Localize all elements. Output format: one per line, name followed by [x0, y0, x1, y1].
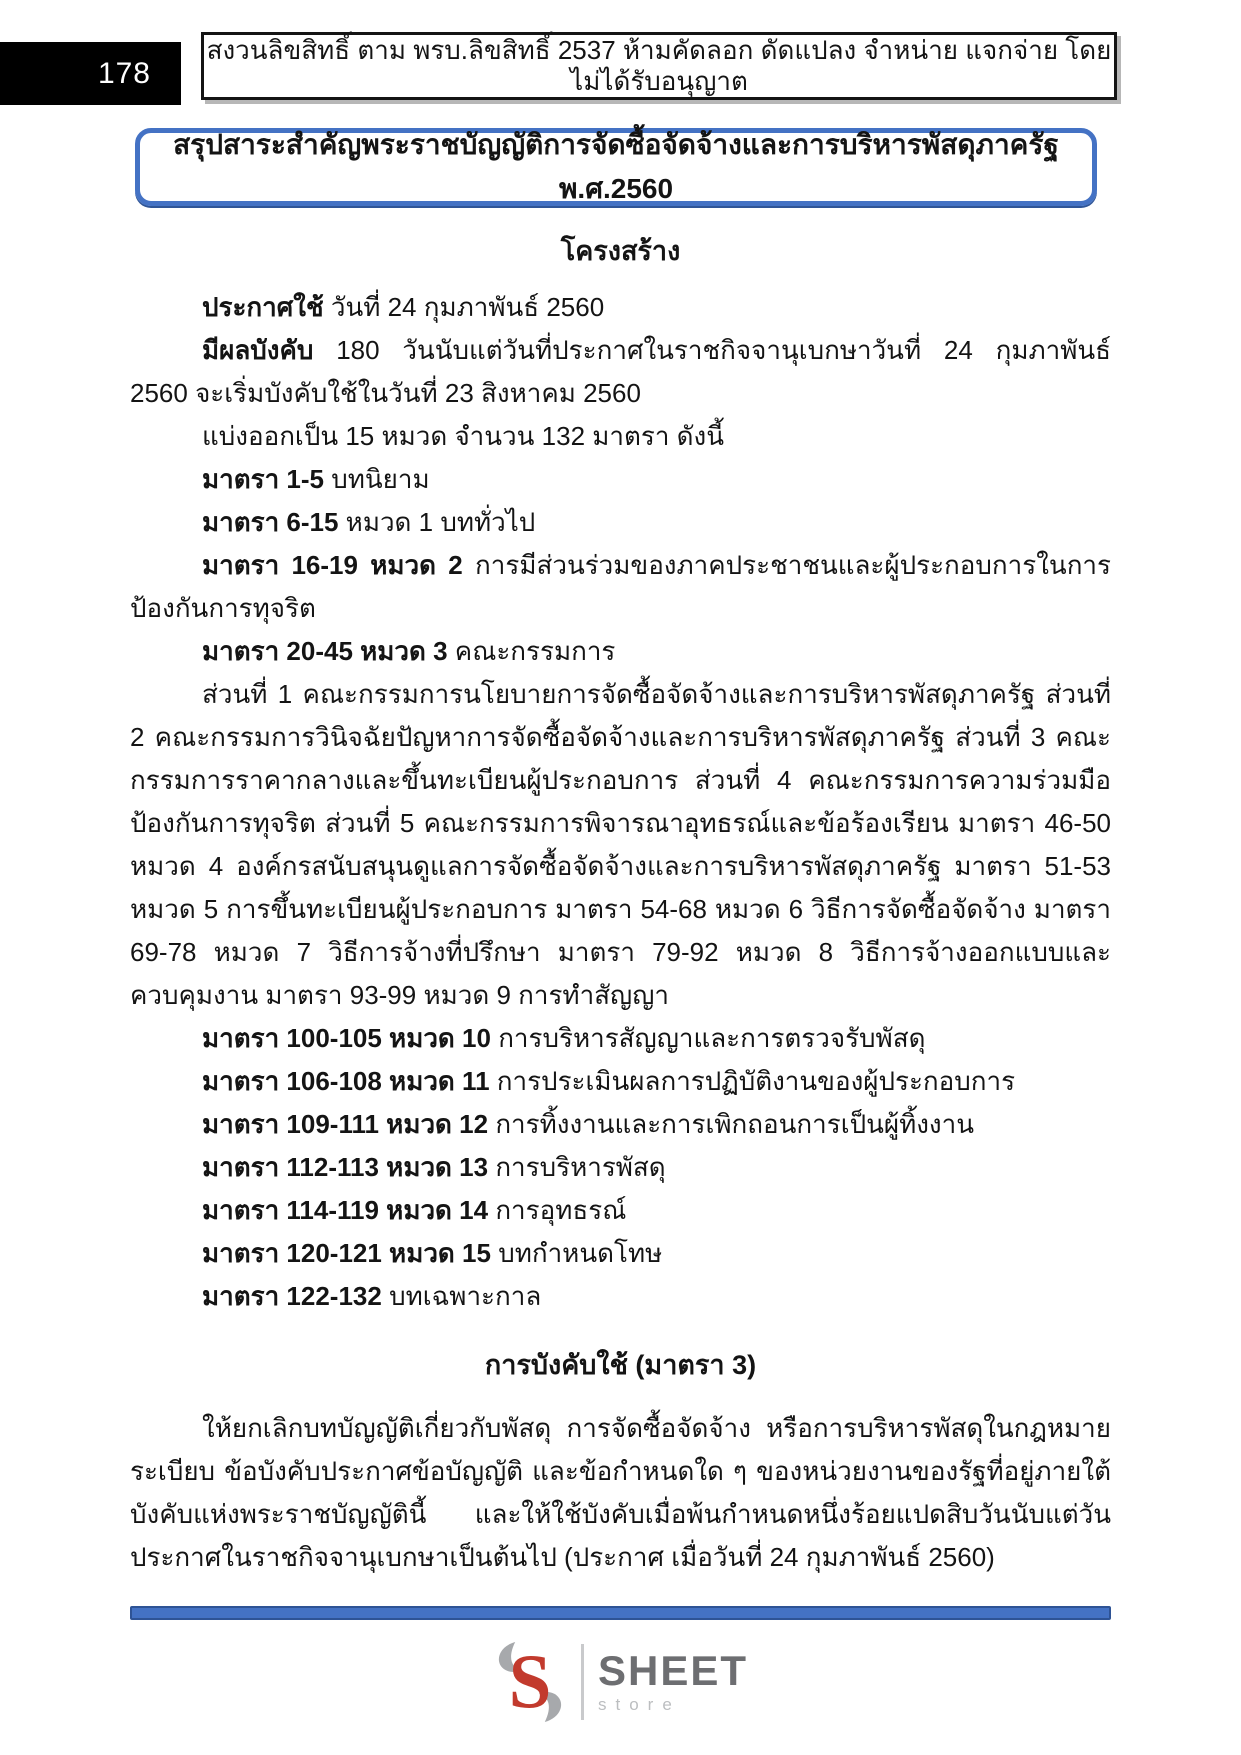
- body-paragraph: มาตรา 109-111 หมวด 12 การทิ้งงานและการเพิกถอนการเป็นผู้ทิ้งงาน: [202, 1109, 974, 1139]
- body-paragraph: ส่วนที่ 1 คณะกรรมการนโยบายการจัดซื้อจัดจ้างและการบริหารพัสดุภาครัฐ ส่วนที่ 2 คณะกรรมการวินิจฉัยปัญหาการจัดซื้อจัดจ้างและการบริหารพัสดุภาครัฐ ส่วนที่ 3 คณะกรรมการราคากลางและขึ้นทะเบียนผู้ประกอบการ ส่วนที่ 4 คณะกรรมการความร่วมมือป้องกันการทุจริต ส่วนที่ 5 คณะกรรมการพิจารณาอุทธรณ์และข้อร้องเรียน มาตรา 46-50 หมวด 4 องค์กรสนับสนุนดูแลการจัดซื้อจัดจ้างและการบริหารพัสดุภาครัฐ มาตรา 51-53 หมวด 5 การขึ้นทะเบียนผู้ประกอบการ มาตรา 54-68 หมวด 6 วิธีการจัดซื้อจัดจ้าง มาตรา 69-78 หมวด 7 วิธีการจ้างที่ปรึกษา มาตรา 79-92 หมวด 8 วิธีการจ้างออกแบบและควบคุมงาน มาตรา 93-99 หมวด 9 การทำสัญญา: [130, 679, 1111, 1010]
- body-paragraph: มาตรา 122-132 บทเฉพาะกาล: [202, 1281, 542, 1311]
- body-paragraph: มาตรา 100-105 หมวด 10 การบริหารสัญญาและการตรวจรับพัสดุ: [202, 1023, 926, 1053]
- body-paragraph: มาตรา 1-5 บทนิยาม: [202, 464, 430, 494]
- page-title: สรุปสาระสำคัญพระราชบัญญัติการจัดซื้อจัดจ้างและการบริหารพัสดุภาครัฐ พ.ศ.2560: [173, 129, 1059, 204]
- body-paragraph: มาตรา 6-15 หมวด 1 บททั่วไป: [202, 507, 536, 537]
- page-number: 178: [97, 56, 151, 90]
- enforcement-paragraph: ให้ยกเลิกบทบัญญัติเกี่ยวกับพัสดุ การจัดซื้อจัดจ้าง หรือการบริหารพัสดุในกฎหมาย ระเบียบ ข้อบังคับประกาศข้อบัญญัติ และข้อกำหนดใด ๆ ของหน่วยงานของรัฐที่อยู่ภายใต้บังคับแห่งพระราชบัญญัตินี้ และให้ใช้บังคับเมื่อพ้นกำหนดหนึ่งร้อยแปดสิบวันนับแต่วันประกาศในราชกิจจานุเบกษาเป็นต้นไป (ประกาศ เมื่อวันที่ 24 กุมภาพันธ์ 2560): [130, 1413, 1111, 1572]
- logo-name: SHEET: [597, 1646, 749, 1694]
- svg-text:S: S: [508, 1638, 552, 1725]
- sheet-store-logo-icon: [493, 1636, 567, 1728]
- page-number-box: [0, 42, 181, 105]
- body-paragraph: ประกาศใช้ วันที่ 24 กุมภาพันธ์ 2560: [202, 292, 605, 322]
- footer-divider-bar: [130, 1606, 1111, 1620]
- enforcement-heading: การบังคับใช้ (มาตรา 3): [484, 1350, 757, 1380]
- footer-logo: [0, 1636, 1241, 1728]
- body-paragraph: แบ่งออกเป็น 15 หมวด จำนวน 132 มาตรา ดังนี้: [202, 421, 725, 451]
- body-paragraph: มาตรา 120-121 หมวด 15 บทกำหนดโทษ: [202, 1238, 663, 1268]
- body-paragraph: มาตรา 112-113 หมวด 13 การบริหารพัสดุ: [202, 1152, 666, 1182]
- body-paragraph: มาตรา 106-108 หมวด 11 การประเมินผลการปฏิบัติงานของผู้ประกอบการ: [202, 1066, 1016, 1096]
- logo-subtitle: store: [597, 1694, 681, 1714]
- body-paragraph: มาตรา 114-119 หมวด 14 การอุทธรณ์: [202, 1195, 627, 1225]
- body-paragraph: มาตรา 16-19 หมวด 2 การมีส่วนร่วมของภาคประชาชนและผู้ประกอบการในการป้องกันการทุจริต: [130, 550, 1111, 623]
- copyright-notice-box: [201, 32, 1117, 100]
- copyright-text: สงวนลิขสิทธิ์ ตาม พรบ.ลิขสิทธิ์ 2537 ห้ามคัดลอก ดัดแปลง จำหน่าย แจกจ่าย โดยไม่ได้รับอนุญาต: [206, 34, 1112, 96]
- title-box: [135, 128, 1097, 206]
- body-paragraph: มีผลบังคับ 180 วันนับแต่วันที่ประกาศในราชกิจจานุเบกษาวันที่ 24 กุมภาพันธ์ 2560 จะเริ่มบังคับใช้ในวันที่ 23 สิงหาคม 2560: [130, 335, 1111, 408]
- document-body: [130, 230, 1111, 1579]
- logo-divider: [581, 1644, 584, 1720]
- logo-text: [597, 1646, 749, 1715]
- body-paragraph: มาตรา 20-45 หมวด 3 คณะกรรมการ: [202, 636, 616, 666]
- structure-heading: โครงสร้าง: [560, 236, 681, 266]
